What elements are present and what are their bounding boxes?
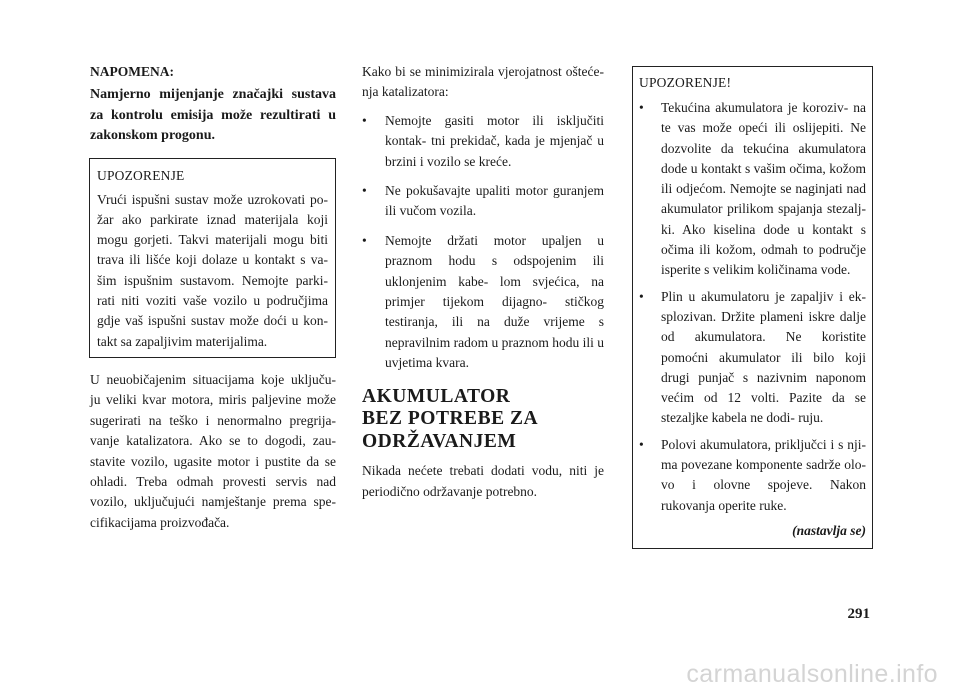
warning-title: UPOZORENJE! <box>639 75 732 90</box>
list-item <box>639 435 866 516</box>
page-number: 291 <box>847 606 870 622</box>
bullet-icon: • <box>639 436 644 452</box>
watermark: carmanualsonline.info <box>686 660 938 688</box>
list-item-text: Plin u akumulatoru je zapaljiv i ek- splozivan. Držite plameni iskre dalje od akumulatora. Ne koristite pomoćni akumulator ili bilo koji drugi punjač s nazivnim naponom većim od 12 volti. Pazite da se stezaljke kabela ne dodi- ruju. <box>661 288 866 426</box>
section-heading-line: ODRŽAVANJEM <box>362 430 517 452</box>
battery-warning-box <box>632 66 873 549</box>
bullet-icon: • <box>362 183 367 199</box>
note-title: NAPOMENA: <box>90 64 174 79</box>
right-column <box>632 66 873 549</box>
catalyst-overheat-paragraph: U neuobičajenim situacijama koje uključu- ju veliki kvar motora, miris paljevine može sugerirati na teško i nenormalno pregrija- vanje katalizatora. Ako se to dogodi, zau- stavite vozilo, ugasite motor i pustite da se ohladi. Treba odmah provesti servis nad vozilo, uključujući namještanje prema spe- cifikacijama proizvođača. <box>90 371 336 530</box>
list-item <box>362 111 604 172</box>
bullet-icon: • <box>362 232 367 248</box>
section-heading-line: BEZ POTREBE ZA <box>362 408 539 430</box>
warning-text: Vrući ispušni sustav može uzrokovati po- žar ako parkirate iznad materijala koji mogu gorjeti. Takvi materijali mogu biti trava ili lišće koji dolaze u kontakt s va- šim ispušnim sustavom. Nemojte parki- rati niti voziti vaše vozilo u područjima gdje vaš ispušni sustav može doći u kon- takt sa zapaljivim materijalima. <box>97 191 328 349</box>
battery-warning-list <box>639 98 866 516</box>
list-item-text: Nemojte gasiti motor ili isključiti kontak- tni prekidač, kada je mjenjač u brzini i vozilo se kreće. <box>385 112 604 169</box>
bullet-icon: • <box>639 288 644 304</box>
warning-title: UPOZORENJE <box>97 167 185 183</box>
continued-label: (nastavlja se) <box>792 522 866 538</box>
list-item <box>639 98 866 281</box>
list-item <box>639 287 866 429</box>
catalyst-bullet-list <box>362 111 604 374</box>
list-item-text: Ne pokušavajte upaliti motor guranjem ili vučom vozila. <box>385 183 604 219</box>
catalyst-intro: Kako bi se minimizirala vjerojatnost ošteće- nja katalizatora: <box>362 64 604 100</box>
list-item <box>362 231 604 374</box>
list-item <box>362 181 604 222</box>
bullet-icon: • <box>362 112 367 128</box>
section-heading-line: AKUMULATOR <box>362 385 511 407</box>
left-column <box>90 62 336 533</box>
middle-column <box>362 62 604 502</box>
exhaust-warning-box <box>89 158 336 358</box>
list-item-text: Polovi akumulatora, priključci i s nji- ma povezane komponente sadrže olo- vo i olovne spojeve. Nakon rukovanja operite ruke. <box>661 436 866 513</box>
list-item-text: Tekućina akumulatora je koroziv- na te vas može opeći ili oslijepiti. Ne dozvolite da tekućina akumulatora dode u kontakt s vašim očima, kožom ili odjećom. Nemojte se naginjati nad akumulator prilikom spajanja stezalj- ki. Ako kiselina dode u kontakt s očima ili kožom, odmah to područje isperite s velikim količinama vode. <box>661 100 866 278</box>
list-item-text: Nemojte držati motor upaljen u praznom hodu s odspojenim ili uklonjenim kabe- lom svjećica, na primjer tijekom dijagno- stičkog testiranja, ili na duže vrijeme s nepravilnim radom u praznom hodu ili u uvjetima kvara. <box>385 232 604 371</box>
battery-paragraph: Nikada nećete trebati dodati vodu, niti je periodično održavanje potrebno. <box>362 463 604 499</box>
section-heading <box>362 386 604 454</box>
note-text: Namjerno mijenjanje značajki sustava za kontrolu emisija može rezultirati u zakonskom progonu. <box>90 87 336 143</box>
bullet-icon: • <box>639 100 644 115</box>
